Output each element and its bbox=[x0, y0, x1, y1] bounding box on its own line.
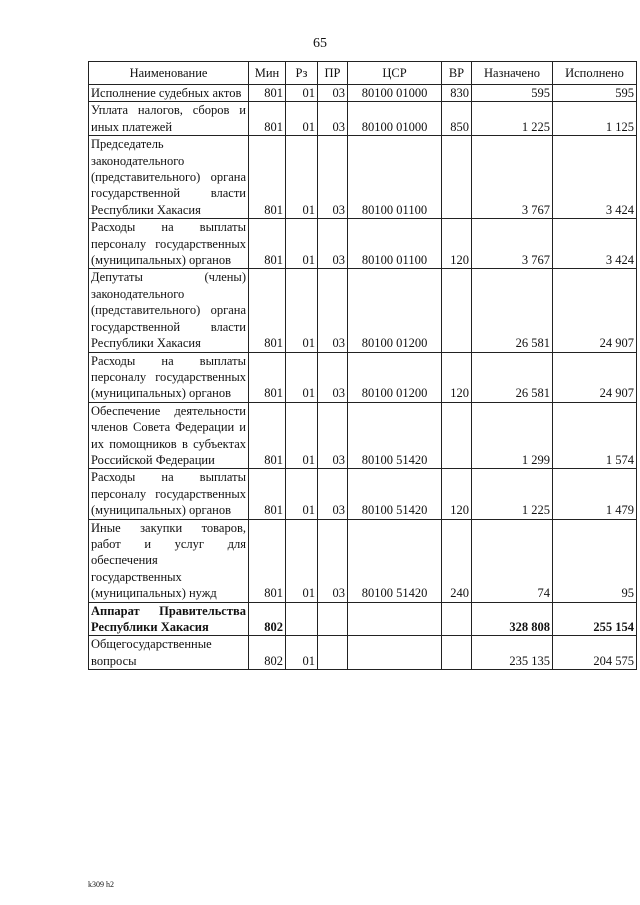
row-pr-cell: 03 bbox=[318, 85, 348, 102]
row-pr-cell bbox=[318, 636, 348, 670]
row-assigned-cell: 235 135 bbox=[472, 636, 553, 670]
row-csr-cell: 80100 01000 bbox=[348, 102, 442, 136]
table-header-row bbox=[89, 62, 637, 85]
row-vr-cell bbox=[442, 602, 472, 636]
row-rz-cell: 01 bbox=[286, 269, 318, 352]
row-min-cell: 801 bbox=[249, 402, 286, 469]
row-executed-cell: 255 154 bbox=[553, 602, 637, 636]
row-pr-cell: 03 bbox=[318, 519, 348, 602]
row-vr-cell: 850 bbox=[442, 102, 472, 136]
table-row bbox=[89, 85, 637, 102]
row-name-cell: Аппарат Правительства Республики Хакасия bbox=[89, 602, 249, 636]
row-rz-cell: 01 bbox=[286, 352, 318, 402]
row-csr-cell: 80100 01100 bbox=[348, 136, 442, 219]
row-csr-cell bbox=[348, 602, 442, 636]
row-pr-cell: 03 bbox=[318, 136, 348, 219]
row-executed-cell: 3 424 bbox=[553, 136, 637, 219]
row-rz-cell: 01 bbox=[286, 402, 318, 469]
row-csr-cell: 80100 01100 bbox=[348, 219, 442, 269]
row-min-cell: 801 bbox=[249, 269, 286, 352]
row-min-cell: 802 bbox=[249, 602, 286, 636]
header-name: Наименование bbox=[89, 62, 249, 85]
row-min-cell: 801 bbox=[249, 519, 286, 602]
row-rz-cell: 01 bbox=[286, 519, 318, 602]
row-pr-cell: 03 bbox=[318, 352, 348, 402]
row-executed-cell: 595 bbox=[553, 85, 637, 102]
row-vr-cell: 120 bbox=[442, 219, 472, 269]
row-pr-cell: 03 bbox=[318, 102, 348, 136]
row-vr-cell bbox=[442, 269, 472, 352]
row-rz-cell bbox=[286, 602, 318, 636]
row-vr-cell: 120 bbox=[442, 469, 472, 519]
row-assigned-cell: 595 bbox=[472, 85, 553, 102]
row-executed-cell: 24 907 bbox=[553, 269, 637, 352]
row-assigned-cell: 26 581 bbox=[472, 269, 553, 352]
row-executed-cell: 24 907 bbox=[553, 352, 637, 402]
row-name-cell: Уплата налогов, сборов и иных платежей bbox=[89, 102, 249, 136]
row-rz-cell: 01 bbox=[286, 469, 318, 519]
row-vr-cell bbox=[442, 636, 472, 670]
row-pr-cell: 03 bbox=[318, 469, 348, 519]
row-csr-cell bbox=[348, 636, 442, 670]
header-assigned: Назначено bbox=[472, 62, 553, 85]
row-rz-cell: 01 bbox=[286, 219, 318, 269]
table-row bbox=[89, 402, 637, 469]
row-min-cell: 801 bbox=[249, 136, 286, 219]
row-rz-cell: 01 bbox=[286, 102, 318, 136]
row-name-cell: Расходы на выплаты персоналу государственных (муниципальных) органов bbox=[89, 469, 249, 519]
footer-code: k309 h2 bbox=[88, 880, 114, 889]
row-csr-cell: 80100 51420 bbox=[348, 519, 442, 602]
table-row bbox=[89, 219, 637, 269]
row-assigned-cell: 3 767 bbox=[472, 219, 553, 269]
row-csr-cell: 80100 01200 bbox=[348, 352, 442, 402]
row-name-cell: Расходы на выплаты персоналу государственных (муниципальных) органов bbox=[89, 352, 249, 402]
row-executed-cell: 204 575 bbox=[553, 636, 637, 670]
row-min-cell: 801 bbox=[249, 352, 286, 402]
header-pr: ПР bbox=[318, 62, 348, 85]
budget-table bbox=[88, 61, 637, 670]
row-vr-cell: 120 bbox=[442, 352, 472, 402]
header-csr: ЦСР bbox=[348, 62, 442, 85]
row-executed-cell: 95 bbox=[553, 519, 637, 602]
row-assigned-cell: 1 299 bbox=[472, 402, 553, 469]
row-rz-cell: 01 bbox=[286, 85, 318, 102]
table-row bbox=[89, 352, 637, 402]
row-name-cell: Обеспечение деятельности членов Совета Федерации и их помощников в субъектах Российской Федерации bbox=[89, 402, 249, 469]
row-min-cell: 801 bbox=[249, 469, 286, 519]
row-assigned-cell: 74 bbox=[472, 519, 553, 602]
header-executed: Исполнено bbox=[553, 62, 637, 85]
table-row bbox=[89, 519, 637, 602]
row-pr-cell: 03 bbox=[318, 402, 348, 469]
header-min: Мин bbox=[249, 62, 286, 85]
row-executed-cell: 1 125 bbox=[553, 102, 637, 136]
header-vr: ВР bbox=[442, 62, 472, 85]
row-name-cell: Расходы на выплаты персоналу государственных (муниципальных) органов bbox=[89, 219, 249, 269]
table-row bbox=[89, 102, 637, 136]
row-vr-cell bbox=[442, 402, 472, 469]
row-name-cell: Иные закупки товаров, работ и услуг для обеспечения государственных (муниципальных) нужд bbox=[89, 519, 249, 602]
row-executed-cell: 1 479 bbox=[553, 469, 637, 519]
row-csr-cell: 80100 51420 bbox=[348, 469, 442, 519]
row-vr-cell: 240 bbox=[442, 519, 472, 602]
row-rz-cell: 01 bbox=[286, 136, 318, 219]
table-row bbox=[89, 602, 637, 636]
row-csr-cell: 80100 51420 bbox=[348, 402, 442, 469]
row-vr-cell: 830 bbox=[442, 85, 472, 102]
header-rz: Рз bbox=[286, 62, 318, 85]
row-executed-cell: 3 424 bbox=[553, 219, 637, 269]
row-executed-cell: 1 574 bbox=[553, 402, 637, 469]
row-pr-cell: 03 bbox=[318, 219, 348, 269]
row-name-cell: Исполнение судебных актов bbox=[89, 85, 249, 102]
row-pr-cell: 03 bbox=[318, 269, 348, 352]
table-row bbox=[89, 469, 637, 519]
row-csr-cell: 80100 01000 bbox=[348, 85, 442, 102]
row-min-cell: 801 bbox=[249, 102, 286, 136]
row-assigned-cell: 26 581 bbox=[472, 352, 553, 402]
row-vr-cell bbox=[442, 136, 472, 219]
row-assigned-cell: 3 767 bbox=[472, 136, 553, 219]
row-assigned-cell: 1 225 bbox=[472, 102, 553, 136]
table-row bbox=[89, 636, 637, 670]
row-assigned-cell: 1 225 bbox=[472, 469, 553, 519]
row-min-cell: 801 bbox=[249, 219, 286, 269]
row-csr-cell: 80100 01200 bbox=[348, 269, 442, 352]
row-name-cell: Общегосударственные вопросы bbox=[89, 636, 249, 670]
row-name-cell: Председатель законодательного (представительного) органа государственной власти Республики Хакасия bbox=[89, 136, 249, 219]
row-pr-cell bbox=[318, 602, 348, 636]
row-assigned-cell: 328 808 bbox=[472, 602, 553, 636]
table-row bbox=[89, 269, 637, 352]
page-number: 65 bbox=[313, 36, 327, 51]
row-rz-cell: 01 bbox=[286, 636, 318, 670]
row-min-cell: 801 bbox=[249, 85, 286, 102]
row-min-cell: 802 bbox=[249, 636, 286, 670]
table-row bbox=[89, 136, 637, 219]
row-name-cell: Депутаты (члены) законодательного (представительного) органа государственной власти Республики Хакасия bbox=[89, 269, 249, 352]
